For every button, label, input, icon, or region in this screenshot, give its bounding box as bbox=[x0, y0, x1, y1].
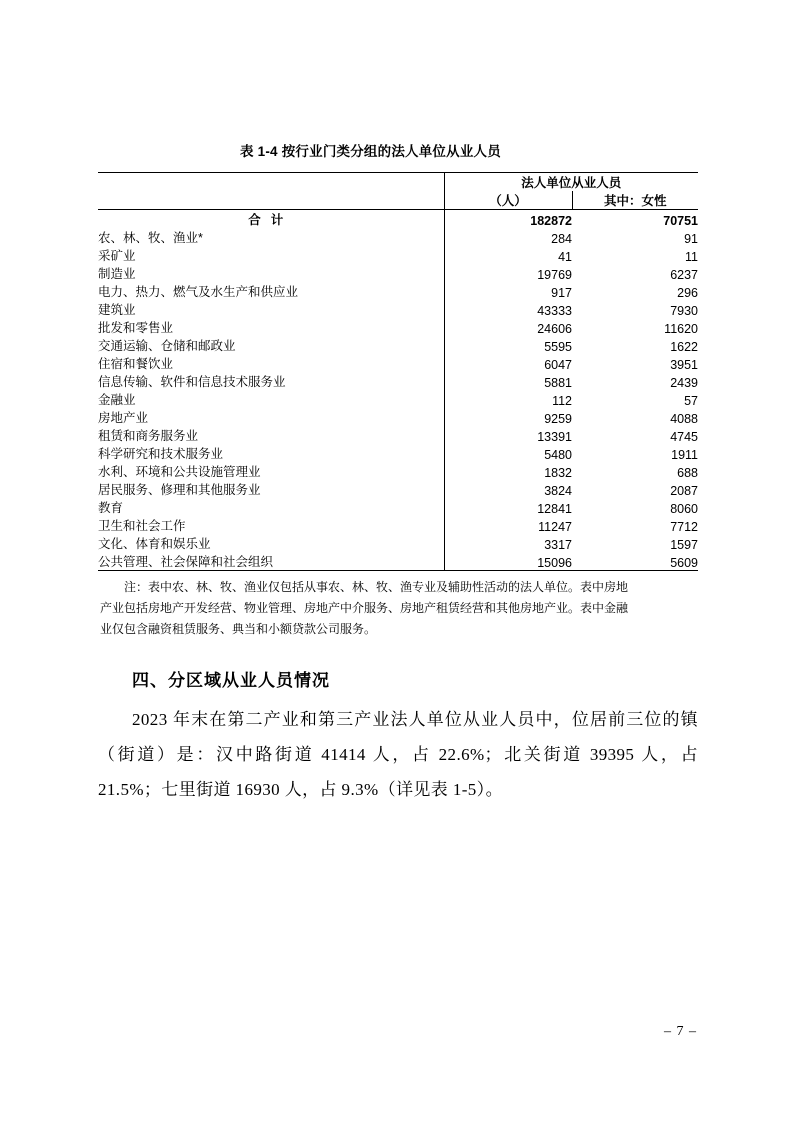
page-number: – 7 – bbox=[664, 1024, 697, 1039]
row-label: 建筑业 bbox=[98, 303, 136, 317]
row-label: 房地产业 bbox=[98, 411, 149, 425]
table-note-line-3: 业仅包含融资租赁服务、典当和小额贷款公司服务。 bbox=[100, 622, 377, 636]
row-total-value: 3824 bbox=[444, 480, 572, 498]
table-row bbox=[98, 498, 698, 516]
row-female-value: 2087 bbox=[670, 484, 699, 498]
row-label: 农、林、牧、渔业* bbox=[98, 231, 203, 245]
table-note-line-1: 注：表中农、林、牧、渔业仅包括从事农、林、牧、渔专业及辅助性活动的法人单位。表中房地 bbox=[124, 580, 629, 594]
row-label: 科学研究和技术服务业 bbox=[98, 447, 224, 461]
row-label: 居民服务、修理和其他服务业 bbox=[98, 483, 261, 497]
table-row-total bbox=[98, 210, 698, 229]
row-total-value: 917 bbox=[444, 282, 572, 300]
row-total-value: 5480 bbox=[444, 444, 572, 462]
row-female-value: 70751 bbox=[572, 210, 698, 229]
row-female-value: 1597 bbox=[670, 538, 699, 552]
table-row bbox=[98, 246, 698, 264]
table-row bbox=[98, 516, 698, 534]
row-label: 信息传输、软件和信息技术服务业 bbox=[98, 375, 286, 389]
row-total-value: 41 bbox=[444, 246, 572, 264]
row-label: 文化、体育和娱乐业 bbox=[98, 537, 211, 551]
row-female-value: 7712 bbox=[670, 520, 699, 534]
row-total-value: 9259 bbox=[444, 408, 572, 426]
table-row bbox=[98, 534, 698, 552]
row-label: 制造业 bbox=[98, 267, 136, 281]
row-label: 批发和零售业 bbox=[98, 321, 174, 335]
employment-by-industry-table bbox=[98, 172, 698, 571]
table-caption: 表 1-4 按行业门类分组的法人单位从业人员 bbox=[240, 144, 501, 159]
row-label: 水利、环境和公共设施管理业 bbox=[98, 465, 261, 479]
table-row bbox=[98, 264, 698, 282]
row-female-value: 11620 bbox=[664, 322, 699, 336]
table-row bbox=[98, 408, 698, 426]
row-label: 卫生和社会工作 bbox=[98, 519, 186, 533]
table-row bbox=[98, 336, 698, 354]
table-row bbox=[98, 426, 698, 444]
row-female-value: 2439 bbox=[670, 376, 699, 390]
table-row bbox=[98, 552, 698, 571]
row-label: 采矿业 bbox=[98, 249, 136, 263]
table-row bbox=[98, 372, 698, 390]
header-group-label: 法人单位从业人员 bbox=[444, 173, 698, 192]
table-row bbox=[98, 300, 698, 318]
header-name-col-blank bbox=[98, 191, 444, 210]
row-total-value: 12841 bbox=[444, 498, 572, 516]
row-female-value: 1622 bbox=[670, 340, 699, 354]
section-heading: 四、分区域从业人员情况 bbox=[132, 671, 330, 690]
table-row bbox=[98, 282, 698, 300]
row-female-value: 688 bbox=[677, 466, 699, 480]
page-content bbox=[98, 140, 698, 808]
row-total-value: 11247 bbox=[444, 516, 572, 534]
row-total-value: 182872 bbox=[444, 210, 572, 229]
row-female-value: 4745 bbox=[670, 430, 699, 444]
row-total-value: 5881 bbox=[444, 372, 572, 390]
row-total-value: 3317 bbox=[444, 534, 572, 552]
table-row bbox=[98, 390, 698, 408]
table-note-line-2: 产业包括房地产开发经营、物业管理、房地产中介服务、房地产租赁经营和其他房地产业。表中金融 bbox=[100, 601, 629, 615]
row-label: 交通运输、仓储和邮政业 bbox=[98, 339, 236, 353]
row-female-value: 5609 bbox=[572, 552, 698, 571]
row-female-value: 11 bbox=[685, 250, 699, 264]
header-group-unit: （人） bbox=[444, 191, 572, 210]
section-paragraph: 2023 年末在第二产业和第三产业法人单位从业人员中，位居前三位的镇（街道）是：汉中路街道 41414 人，占 22.6%；北关街道 39395 人，占 21.5%；七里街道 16930 人，占 9.3%（详见表 1-5）。 bbox=[98, 710, 698, 799]
row-female-value: 91 bbox=[684, 232, 699, 246]
row-total-value: 13391 bbox=[444, 426, 572, 444]
row-total-value: 284 bbox=[444, 228, 572, 246]
table-note bbox=[98, 577, 698, 640]
row-total-value: 15096 bbox=[444, 552, 572, 571]
table-row bbox=[98, 462, 698, 480]
row-female-value: 4088 bbox=[670, 412, 699, 426]
row-female-value: 296 bbox=[677, 286, 699, 300]
table-row bbox=[98, 444, 698, 462]
row-label: 金融业 bbox=[98, 393, 136, 407]
row-total-value: 6047 bbox=[444, 354, 572, 372]
row-female-value: 6237 bbox=[670, 268, 699, 282]
row-female-value: 3951 bbox=[670, 358, 699, 372]
row-label: 电力、热力、燃气及水生产和供应业 bbox=[98, 285, 299, 299]
row-label: 住宿和餐饮业 bbox=[98, 357, 174, 371]
table-row bbox=[98, 480, 698, 498]
header-sub-female: 其中：女性 bbox=[572, 191, 698, 210]
row-label: 租赁和商务服务业 bbox=[98, 429, 199, 443]
row-total-value: 19769 bbox=[444, 264, 572, 282]
row-label: 合计 bbox=[98, 210, 444, 229]
row-label: 公共管理、社会保障和社会组织 bbox=[98, 552, 444, 571]
row-total-value: 5595 bbox=[444, 336, 572, 354]
row-label: 教育 bbox=[98, 501, 124, 515]
table-header-row-group bbox=[98, 173, 698, 192]
row-female-value: 8060 bbox=[670, 502, 699, 516]
table-row bbox=[98, 228, 698, 246]
table-row bbox=[98, 354, 698, 372]
row-total-value: 43333 bbox=[444, 300, 572, 318]
row-female-value: 7930 bbox=[670, 304, 699, 318]
table-row bbox=[98, 318, 698, 336]
table-header-row-unit bbox=[98, 191, 698, 210]
row-total-value: 1832 bbox=[444, 462, 572, 480]
row-total-value: 24606 bbox=[444, 318, 572, 336]
row-female-value: 57 bbox=[684, 394, 699, 408]
header-name-col bbox=[98, 173, 444, 192]
row-female-value: 1911 bbox=[671, 448, 699, 462]
row-total-value: 112 bbox=[444, 390, 572, 408]
